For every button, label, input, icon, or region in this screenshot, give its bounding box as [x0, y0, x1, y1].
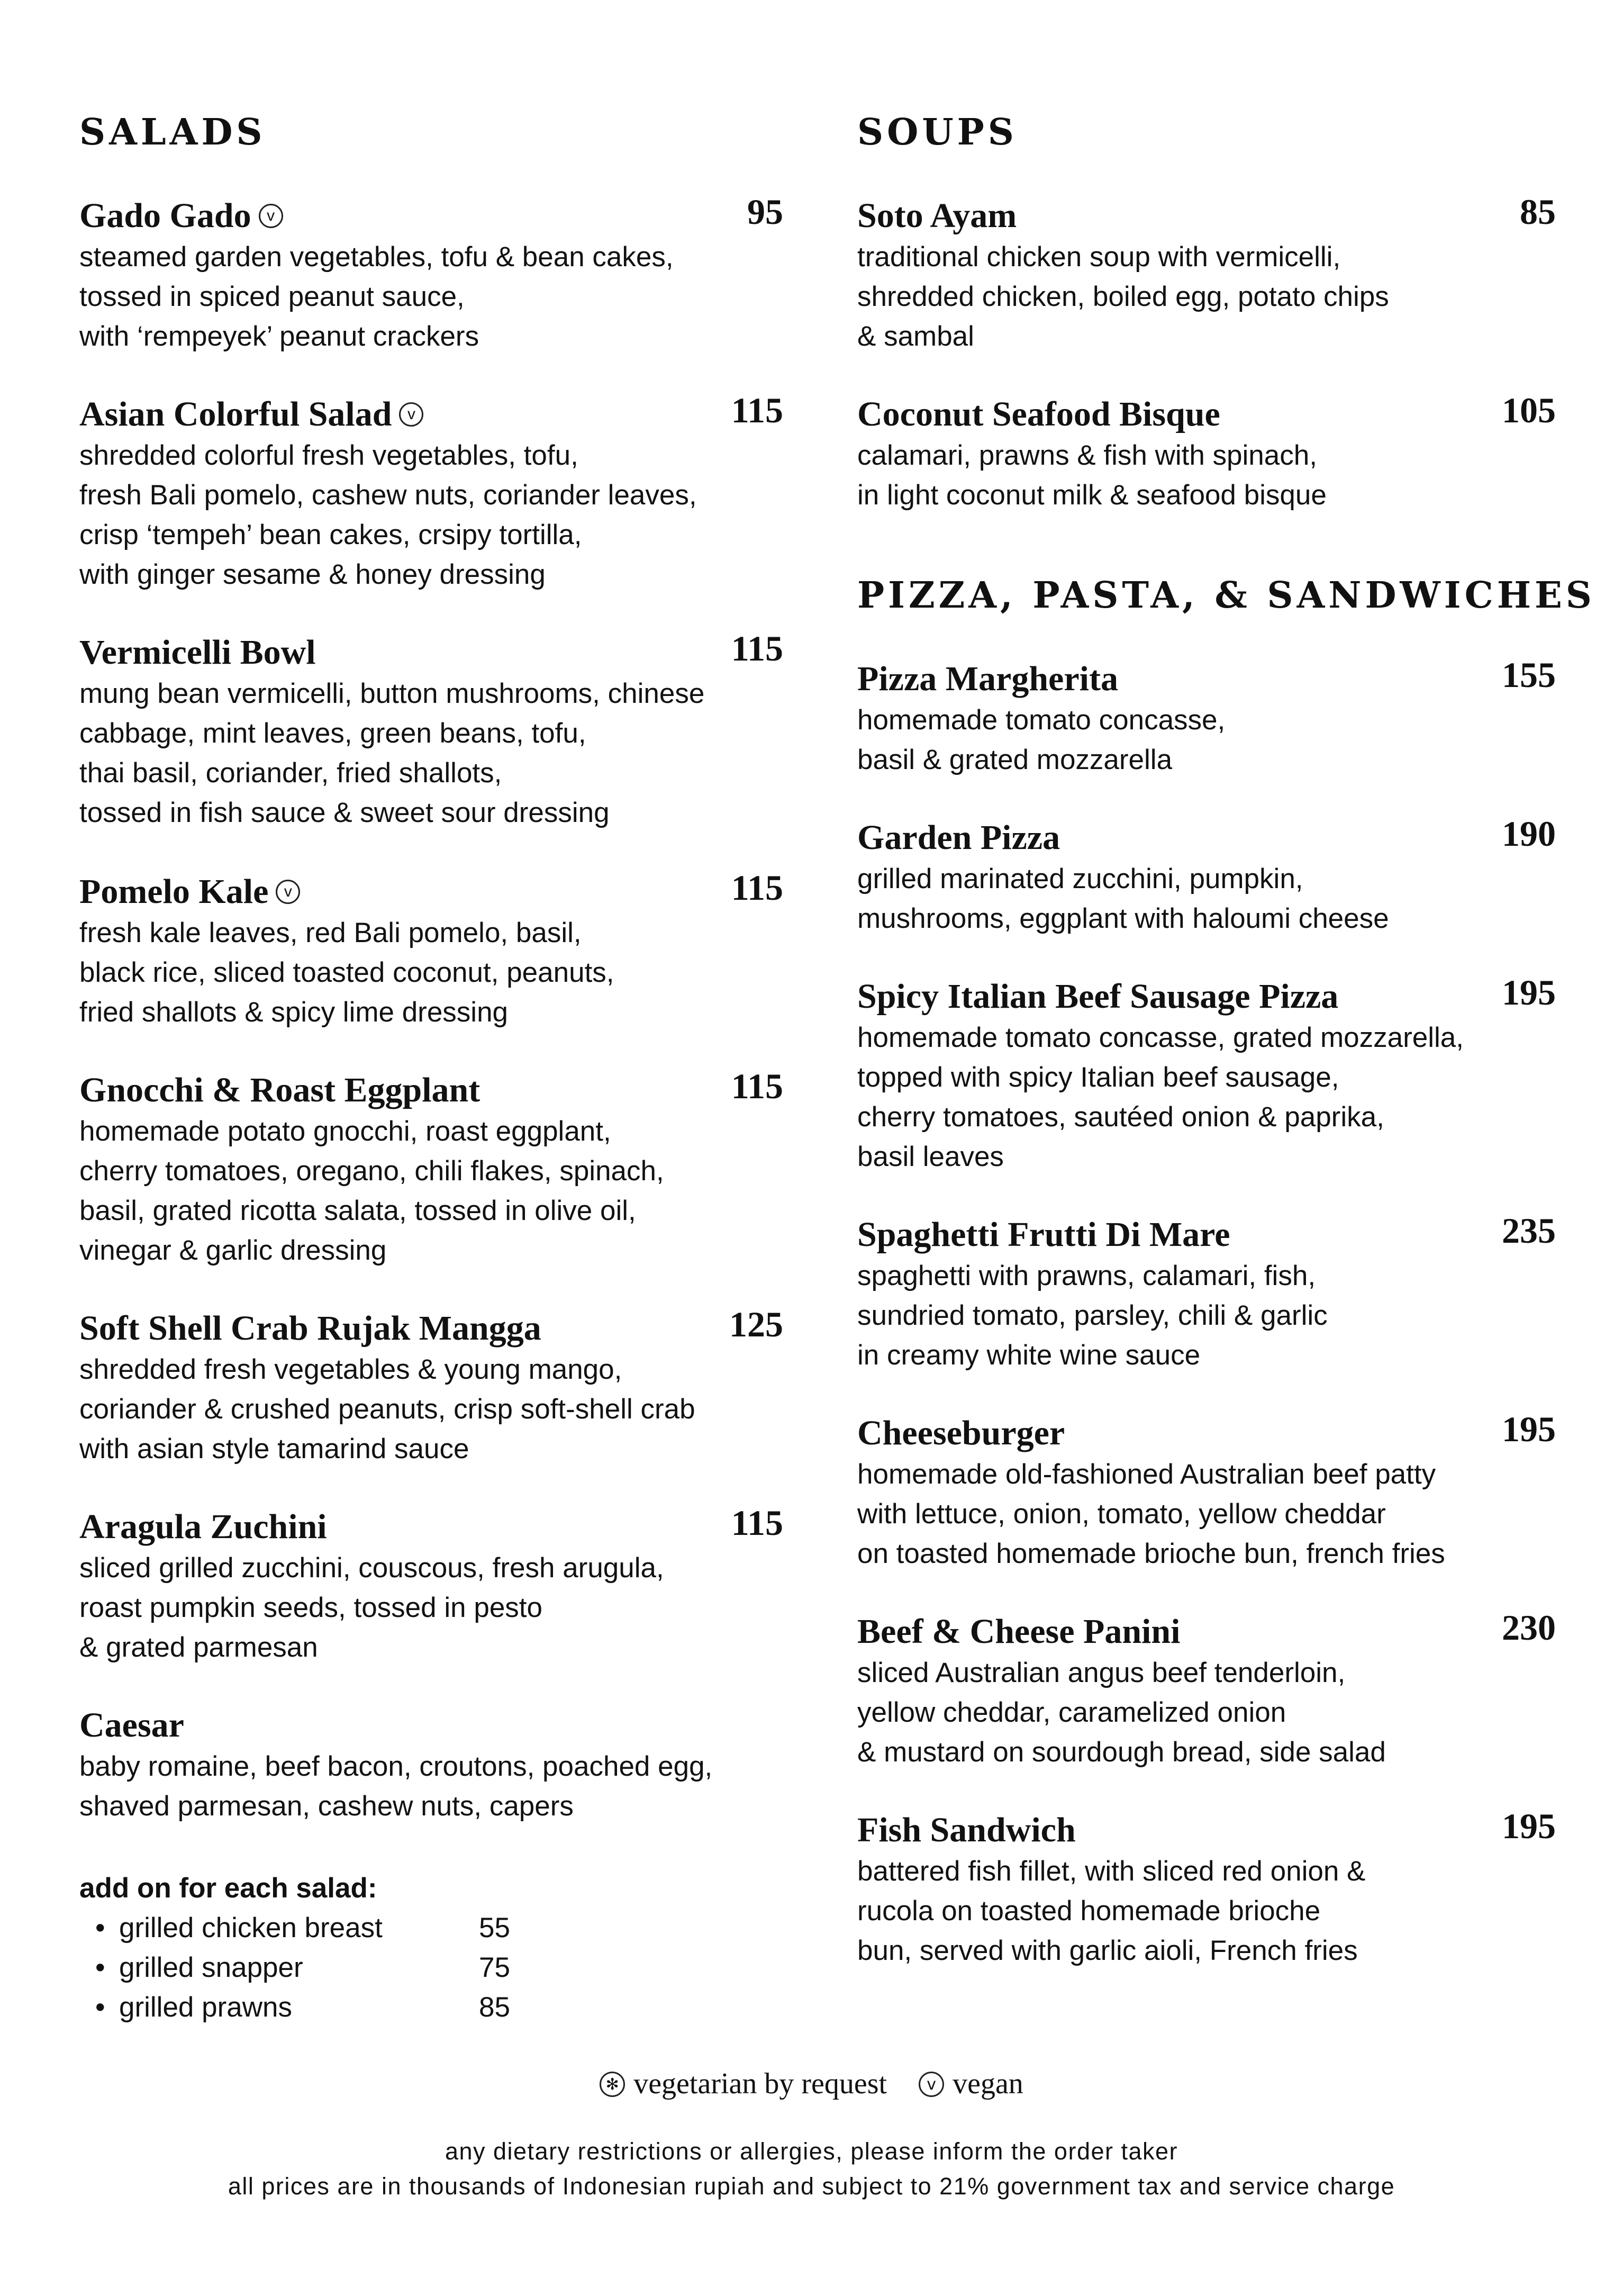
- vegan-icon: v: [399, 402, 423, 427]
- item-name: Vermicelli Bowl: [79, 633, 316, 672]
- vegan-icon: v: [919, 2072, 944, 2097]
- item-price: 105: [1502, 390, 1556, 430]
- item-description: grilled marinated zucchini, pumpkin, mushrooms, eggplant with haloumi cheese: [857, 863, 1389, 934]
- item-name: Asian Colorful Salad: [79, 395, 392, 433]
- item-name: Cheeseburger: [857, 1414, 1065, 1452]
- addon-name: grilled snapper: [119, 1952, 303, 1983]
- item-price: 195: [1502, 972, 1556, 1013]
- item-description: steamed garden vegetables, tofu & bean cakes, tossed in spiced peanut sauce, with ‘rempeyek’ peanut crackers: [79, 241, 674, 352]
- menu-item: [857, 972, 1556, 1177]
- item-name: Aragula Zuchini: [79, 1507, 327, 1546]
- addon-row: [79, 1948, 783, 1987]
- menu-item: [79, 192, 783, 356]
- vegetarian-label: vegetarian by request: [633, 2067, 887, 2100]
- item-price: 155: [1502, 655, 1556, 695]
- item-price: 115: [731, 1503, 783, 1543]
- item-name: Caesar: [79, 1706, 184, 1744]
- menu-item: [857, 192, 1556, 356]
- vegan-label: vegan: [953, 2067, 1023, 2100]
- item-name: Pizza Margherita: [857, 659, 1118, 698]
- bullet-icon: •: [95, 1952, 105, 1983]
- dietary-legend: [0, 2067, 1623, 2101]
- item-price: 115: [731, 628, 783, 668]
- menu-item: [79, 1066, 783, 1270]
- item-name: Gado Gado: [79, 196, 251, 235]
- addon-price: 75: [479, 1952, 510, 1983]
- bullet-icon: •: [95, 1992, 105, 2023]
- menu-item: [857, 655, 1556, 780]
- vegan-icon: v: [276, 880, 300, 904]
- vegan-icon: v: [259, 204, 283, 228]
- addon-price: 85: [479, 1992, 510, 2023]
- item-price: 115: [731, 390, 783, 430]
- item-name: Spicy Italian Beef Sausage Pizza: [857, 977, 1339, 1016]
- item-price: 195: [1502, 1409, 1556, 1449]
- menu-item: [79, 867, 783, 1032]
- menu-item: [857, 390, 1556, 515]
- item-description: mung bean vermicelli, button mushrooms, chinese cabbage, mint leaves, green beans, tofu, thai basil, coriander, fried shallots, tossed in fish sauce & sweet sour dressing: [79, 678, 705, 828]
- item-name: Pomelo Kale: [79, 872, 269, 911]
- item-name: Beef & Cheese Panini: [857, 1612, 1181, 1651]
- item-description: homemade old-fashioned Australian beef patty with lettuce, onion, tomato, yellow cheddar on toasted homemade brioche bun, french fries: [857, 1459, 1445, 1569]
- price-note: all prices are in thousands of Indonesian rupiah and subject to 21% government tax and service charge: [228, 2173, 1395, 2200]
- item-description: spaghetti with prawns, calamari, fish, sundried tomato, parsley, chili & garlic in creamy white wine sauce: [857, 1260, 1328, 1371]
- footer-notes: [0, 2134, 1623, 2204]
- item-price: 85: [1520, 192, 1556, 232]
- menu-item: [79, 390, 783, 594]
- addon-name: grilled chicken breast: [119, 1912, 383, 1944]
- vegetarian-by-request-icon: ✻: [600, 2072, 625, 2097]
- item-price: 190: [1502, 813, 1556, 854]
- item-description: sliced Australian angus beef tenderloin, yellow cheddar, caramelized onion & mustard on sourdough bread, side salad: [857, 1657, 1386, 1768]
- menu-item: [857, 1806, 1556, 1970]
- soups-heading: SOUPS: [857, 111, 1018, 153]
- menu-item: [857, 813, 1556, 938]
- item-description: homemade tomato concasse, basil & grated mozzarella: [857, 704, 1226, 775]
- addon-row: [79, 1908, 783, 1948]
- item-name: Soto Ayam: [857, 196, 1017, 235]
- item-description: fresh kale leaves, red Bali pomelo, basil, black rice, sliced toasted coconut, peanuts, fried shallots & spicy lime dressing: [79, 917, 614, 1028]
- menu-item: [857, 1409, 1556, 1574]
- menu-item: [857, 1607, 1556, 1772]
- item-price: 95: [747, 192, 783, 232]
- item-description: sliced grilled zucchini, couscous, fresh arugula, roast pumpkin seeds, tossed in pesto & grated parmesan: [79, 1552, 664, 1663]
- item-price: 115: [731, 867, 783, 908]
- item-price: 115: [731, 1066, 783, 1106]
- item-name: Gnocchi & Roast Eggplant: [79, 1071, 480, 1109]
- menu-item: [79, 1503, 783, 1667]
- addon-name: grilled prawns: [119, 1992, 292, 2023]
- allergy-note: any dietary restrictions or allergies, please inform the order taker: [445, 2138, 1178, 2165]
- menu-item: [79, 1704, 783, 1826]
- pizza-pasta-heading: PIZZA, PASTA, & SANDWICHES: [857, 574, 1595, 617]
- item-price: 125: [729, 1304, 783, 1344]
- bullet-icon: •: [95, 1912, 105, 1944]
- menu-item: [79, 628, 783, 833]
- salad-addons: [79, 1868, 783, 2027]
- addons-title: add on for each salad:: [79, 1873, 377, 1904]
- addon-price: 55: [479, 1912, 510, 1944]
- item-description: traditional chicken soup with vermicelli, shredded chicken, boiled egg, potato chips & sambal: [857, 241, 1389, 352]
- item-description: homemade potato gnocchi, roast eggplant, cherry tomatoes, oregano, chili flakes, spinach, basil, grated ricotta salata, tossed in olive oil, vinegar & garlic dressing: [79, 1116, 664, 1266]
- item-description: homemade tomato concasse, grated mozzarella, topped with spicy Italian beef sausage, cherry tomatoes, sautéed onion & paprika, basil leaves: [857, 1022, 1464, 1172]
- item-price: 195: [1502, 1806, 1556, 1846]
- item-description: shredded fresh vegetables & young mango, coriander & crushed peanuts, crisp soft-shell crab with asian style tamarind sauce: [79, 1354, 695, 1465]
- item-description: battered fish fillet, with sliced red onion & rucola on toasted homemade brioche bun, served with garlic aioli, French fries: [857, 1856, 1366, 1966]
- item-name: Fish Sandwich: [857, 1811, 1076, 1849]
- menu-item: [79, 1304, 783, 1469]
- item-name: Coconut Seafood Bisque: [857, 395, 1220, 433]
- item-description: calamari, prawns & fish with spinach, in light coconut milk & seafood bisque: [857, 440, 1327, 511]
- item-name: Garden Pizza: [857, 818, 1060, 857]
- item-price: 235: [1502, 1210, 1556, 1251]
- item-description: baby romaine, beef bacon, croutons, poached egg, shaved parmesan, cashew nuts, capers: [79, 1751, 713, 1822]
- item-price: 230: [1502, 1607, 1556, 1648]
- addon-row: [79, 1987, 783, 2027]
- menu-item: [857, 1210, 1556, 1375]
- item-name: Spaghetti Frutti Di Mare: [857, 1215, 1230, 1254]
- item-description: shredded colorful fresh vegetables, tofu, fresh Bali pomelo, cashew nuts, coriander leaves, crisp ‘tempeh’ bean cakes, crsipy tortilla, with ginger sesame & honey dressing: [79, 440, 697, 590]
- salads-heading: SALADS: [79, 111, 266, 153]
- item-name: Soft Shell Crab Rujak Mangga: [79, 1309, 541, 1348]
